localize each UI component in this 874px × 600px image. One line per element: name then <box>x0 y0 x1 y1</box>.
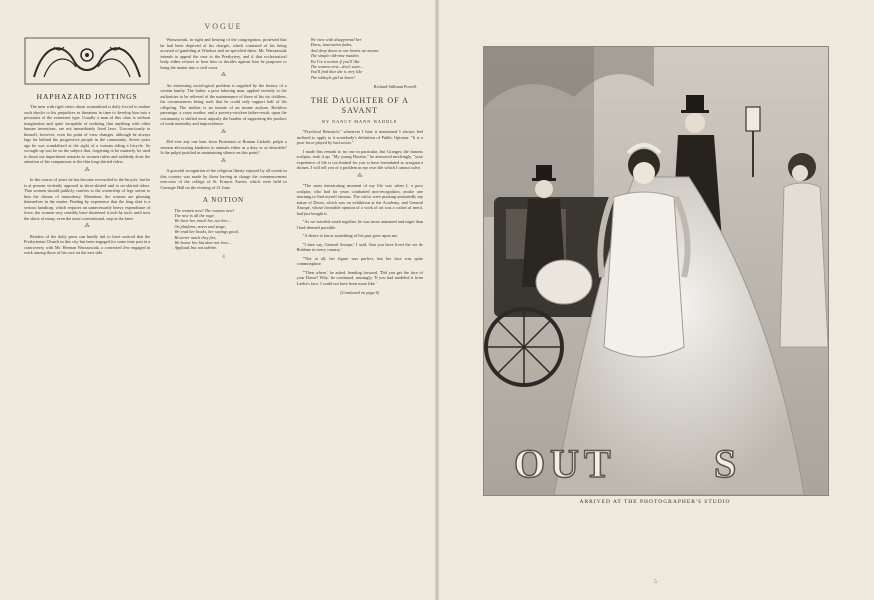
left-columns <box>24 37 423 296</box>
poem-line: The women new—don't start— <box>310 64 364 70</box>
section-divider: ⁂ <box>220 73 226 78</box>
poem-line: We view with disapproval her <box>310 37 362 42</box>
svg-text:U: U <box>550 441 579 486</box>
section-divider: ⁂ <box>220 129 226 135</box>
left-column-2 <box>160 37 286 296</box>
poem-line: Dress, innovation fades, <box>310 42 353 48</box>
article-paragraph: Readers of the daily press can hardly fail to have noticed that the Presbyterian Church in this city has been engaged for some time past in a controversy with Mr. Herman Warszawiak, a converted Jew engaged in work among those of his race on the east side. <box>24 233 151 255</box>
poem-line: We hear her, touch her, see her— <box>174 218 231 224</box>
story-paragraph: "'Not at all, her figure was perfect, but her face was quite commonplace. <box>296 255 423 267</box>
running-head: VOGUE <box>204 22 243 31</box>
story-paragraph: "The most intoxicating moment of my life was when I, a poor sculptor, who had for years combatted non-recognition, awoke one morning to find myself famous. The critics were praising unstintedly my statue of Dawn, which was on exhibition at the Academy, and General Anospe, whose favorable opinion of a work of art was a cachet of merit, had just bought it. <box>296 183 423 216</box>
svg-text:S: S <box>714 441 737 486</box>
poem <box>160 208 286 251</box>
poem-line: Applaud, but not admire. <box>174 245 218 251</box>
story-byline: BY NANCY MANN WADDLE <box>322 118 398 124</box>
left-column-3 <box>297 37 423 296</box>
poem-line: The new is all the rage; <box>174 212 216 218</box>
wedding-illustration <box>483 46 829 496</box>
poem-line: The women now! The woman new! <box>174 207 235 213</box>
illustration-caption: ARRIVED AT THE PHOTOGRAPHER'S STUDIO <box>579 499 731 505</box>
story-paragraph: "As we traveled south together, he was more animated and eager than I had deemed possible. <box>296 219 423 230</box>
right-page <box>437 0 874 600</box>
poem-line: The simple old-time maiden. <box>310 53 360 59</box>
decorative-ornament <box>24 37 150 85</box>
article-paragraph: A graceful recognition of the religious liberty enjoyed by all creeds in this country was made by those having in charge the commencement exercises of the college of St. Francis Xavier, which were held in Carnegie Hall on the evening of 21 June. <box>160 168 287 190</box>
svg-text:O: O <box>514 441 546 486</box>
article-paragraph: In the course of years he has become reconciled to the bicycle, but he is at present violently opposed to short-skirted and to no-skirted riders. That women should publicly confess to the ownership of legs seems to him the climax of immodesty. Meantime, the women are pleasing themselves in the matter. Finding by experience that the long skirt is a serious handicap, which requires an unnecessarily heavy expenditure of force, the women very sensibly have shortened it inch by inch, until now the skirts of many, even the most conventional, stop at the knee. <box>24 177 151 221</box>
poem-line: On platform, street and stage; <box>174 223 227 229</box>
poem-line: And deep down in our hearts we mourn <box>310 47 379 53</box>
section-divider: ⁂ <box>84 167 90 173</box>
article-paragraph: The men with rigid views about womankind is daily forced to endure such shocks to his prejudices as threatens in time to develop him into a pessimist of the extremest type. Usually a man of this class is without imagination and quite incapable of realizing that anything with other human inventions, are not immediately fixed laws. Unconsciously to himself, however, even his point of view changes, although he always lags far behind the progressive people in the community. Seven years ago he was scandalized at the sight of a woman riding a bicycle. So wrought up was he on the subject that, forgetting to be masterly, he used to shout out impertinent remarks to women riders and suddenly draw the attention of his companions to the thin long-skirted riders. <box>24 104 151 164</box>
page-gutter <box>435 0 439 600</box>
poem-line: We read her books, her sayings good, <box>174 229 239 235</box>
poem-line: The oldstyle girl at heart! <box>310 74 355 80</box>
story-title: THE DAUGHTER OF A SAVANT <box>310 95 409 115</box>
page-number: 5 <box>654 580 657 585</box>
story-paragraph: "'Then where,' he asked, bending forward, 'Did you get the face of your Dawn? Why,' he continued, musingly, 'If you had modeled it from Laelia's face, I could not have been more like.' <box>296 269 423 286</box>
poem-line: You'll find that she is very like <box>310 69 363 75</box>
story-paragraph: I made this remark to no one in particular, but Granger, the famous sculptor, took it up. "My young Horatio," he answered mockingly, "your experience of life is too limited for you to have formulated so arrogant a dictum. I will tell you of a problem in my own life which I cannot solve. <box>296 148 423 171</box>
poem-line: We honor her but dare not love— <box>174 239 232 245</box>
poem-title: A NOTION <box>202 196 245 204</box>
story-paragraph: "I dare say, General Anospe,' I said, 'that you have lived the vie de Bohème in every country.' <box>296 241 423 253</box>
article-paragraph: An interesting sociological problem is supplied by the history of a certain family. The father, a poor laboring man, applied recently to the authorities to be relieved of the maintenance of three of his six children, his circumstances being such that he could only support half of his offspring. The mother is an inmate of an insane asylum. Reckless parentage, a crazy mother, and a poverty-stricken father-result, upon the community is shifted most unjustly the burden of supporting the product of weak mentality and improvidence. <box>160 82 287 126</box>
article-paragraph: Did ever any one hear from Protestant or Roman Catholic pulpit a sermon advocating kindness to animals either as a duty or as desirable? Is the pulpit justified in maintaining silence on this point? <box>160 139 287 155</box>
page-number: 4 <box>222 254 225 260</box>
story-paragraph: "A desire to know something of his past grew upon me. <box>302 233 399 239</box>
left-column-1 <box>24 37 150 296</box>
section-title: HAPHAZARD JOTTINGS <box>36 91 138 101</box>
section-divider: ⁂ <box>84 224 90 229</box>
continued-note: (Continued on page 6) <box>340 290 380 296</box>
poem-author: Richard Stillman Powell. <box>373 84 417 90</box>
poem-line: Yet I've a notion if you'll like <box>310 58 360 64</box>
section-divider: ⁂ <box>357 173 363 179</box>
poem <box>297 37 423 80</box>
poem-line: However much they fret, <box>174 234 217 240</box>
story-paragraph: "Psychical Research," whenever I hear it mentioned I always feel inclined to apply to it somebody's definition of Public Opinion: "It is a poor force played by bad actors." <box>296 129 423 146</box>
article-paragraph: Warszawiak, in sight and hearing of the congregation, protested that he had been deprived of his charges, which consisted of his being accused of gambling at Windsor and on specified dates. Mr. Warszawiak intends to appeal the case to the Presbytery, and if that ecclesiastical body either refuses to hear him or decides against him he purposes to bring the matter into a civil court. <box>160 37 287 70</box>
svg-text:T: T <box>584 441 611 486</box>
section-divider: ⁂ <box>220 158 226 164</box>
